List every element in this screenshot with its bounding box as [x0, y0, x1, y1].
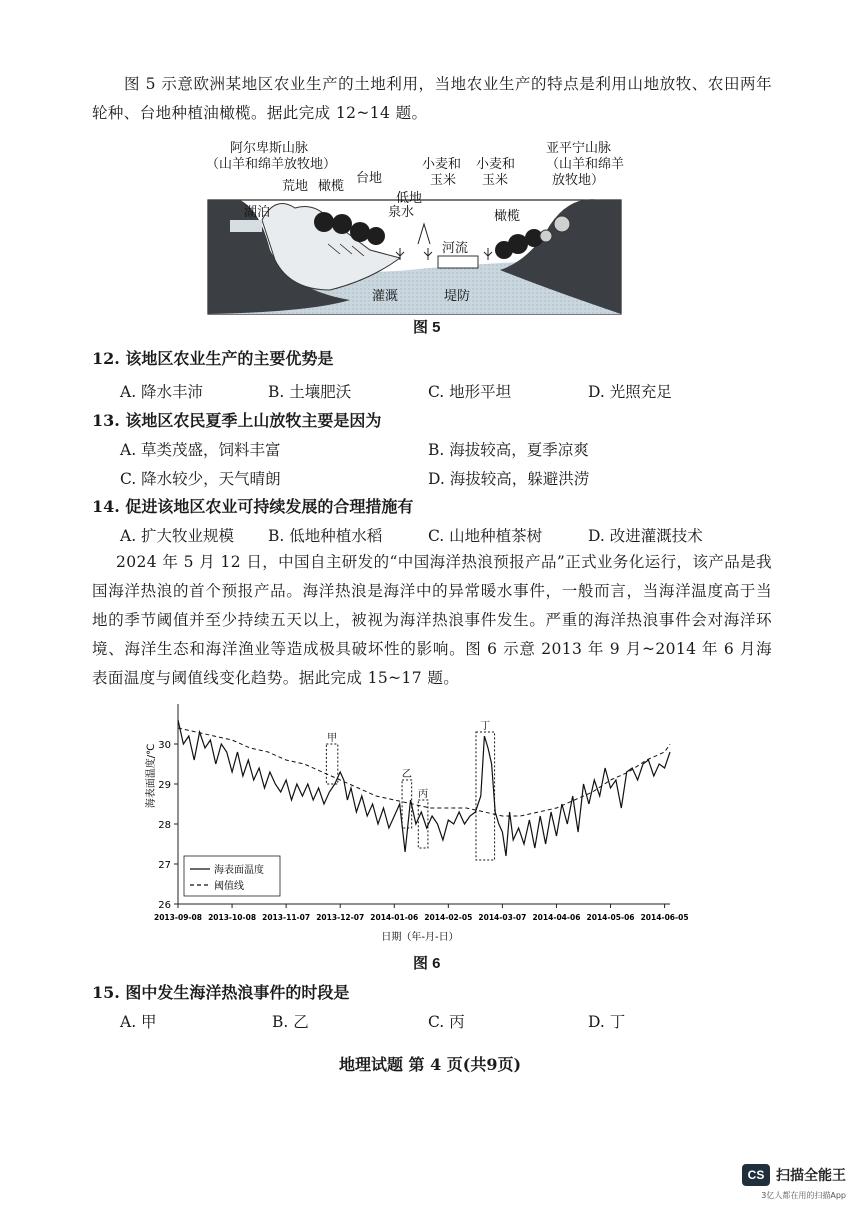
y-axis-label: 海表面温度/℃ [146, 743, 157, 809]
camscanner-logo-icon: CS [742, 1164, 770, 1186]
label-lake: 湖泊 [244, 205, 271, 220]
label-wheat-left-2: 玉米 [430, 173, 457, 188]
figure-6-chart [140, 696, 700, 946]
question-15-options [120, 1010, 760, 1032]
lake-shape [230, 220, 262, 232]
q12-option-d: D. 光照充足 [588, 383, 672, 401]
label-apennine-use-1: （山羊和绵羊 [546, 157, 625, 172]
y-tick-label: 29 [158, 780, 171, 791]
question-14-stem: 14. 促进该地区农业可持续发展的合理措施有 [92, 497, 414, 516]
watermark-app-name: 扫描全能王 [776, 1168, 846, 1184]
intro-paragraph-fig5: 图 5 示意欧洲某地区农业生产的土地利用，当地农业生产的特点是利用山地放牧、农田两年轮种、台地种植油橄榄。据此完成 12~14 题。 [92, 75, 772, 122]
chart-plot-area [154, 704, 689, 922]
x-tick-label: 2013-10-08 [208, 913, 257, 922]
q12-option-b: B. 土壤肥沃 [268, 383, 352, 401]
q13-option-b: B. 海拔较高，夏季凉爽 [428, 441, 589, 459]
question-12-options [120, 380, 760, 402]
x-tick-label: 2014-05-06 [586, 913, 635, 922]
question-13-options-row1 [120, 438, 760, 460]
label-olive-left: 橄榄 [318, 179, 345, 194]
label-levee: 堤防 [444, 289, 471, 304]
y-tick-label: 30 [158, 740, 171, 751]
q15-option-d: D. 丁 [588, 1013, 626, 1031]
river-shape [438, 256, 478, 268]
x-tick-label: 2013-12-07 [316, 913, 365, 922]
sea-surface-temp-series [178, 720, 670, 856]
label-alps-use: （山羊和绵羊放牧地） [206, 157, 337, 172]
heatwave-period-label: 乙 [401, 769, 412, 780]
heatwave-period-label: 丁 [480, 721, 491, 732]
q13-option-d: D. 海拔较高，躲避洪涝 [428, 470, 590, 488]
label-wheat-left-1: 小麦和 [422, 157, 462, 172]
label-wheat-right-2: 玉米 [482, 173, 509, 188]
question-15-stem: 15. 图中发生海洋热浪事件的时段是 [92, 983, 350, 1002]
scanner-watermark [742, 1164, 846, 1201]
x-axis-label: 日期（年-月-日） [381, 932, 459, 943]
label-apennine-use-2: 放牧地） [552, 173, 605, 188]
legend-entry: 阈值线 [214, 881, 244, 892]
q15-option-c: C. 丙 [428, 1013, 465, 1031]
q14-option-b: B. 低地种植水稻 [268, 527, 383, 545]
label-irrigation: 灌溉 [372, 289, 399, 304]
question-13-options-row2 [120, 467, 760, 489]
q12-option-a: A. 降水丰沛 [120, 383, 204, 401]
label-wheat-right-1: 小麦和 [476, 157, 516, 172]
heatwave-period-label: 甲 [327, 733, 338, 744]
label-apennine: 亚平宁山脉 [546, 141, 612, 156]
figure-5-caption: 图 5 [413, 319, 441, 336]
intro-paragraph-fig6: 2024 年 5 月 12 日，中国自主研发的“中国海洋热浪预报产品”正式业务化运行，该产品是我国海洋热浪的首个预报产品。海洋热浪是海洋中的异常暖水事件，一般而言，当海洋温度高于当地的季节阈值并至少持续五天以上，被视为海洋热浪事件发生。严重的海洋热浪事件会对海洋环境、海洋生态和海洋渔业等造成极具破坏性的影响。图 6 示意 2013 年 9 月~2014 年 6 月海表面温度与阈值线变化趋势。据此完成 15~17 题。 [92, 553, 772, 687]
label-spring: 泉水 [388, 205, 415, 220]
figure-5-diagram [200, 140, 630, 320]
legend-entry: 海表面温度 [214, 865, 264, 876]
page-footer: 地理试题 第 4 页(共9页) [338, 1055, 522, 1074]
q12-option-c: C. 地形平坦 [428, 383, 512, 401]
x-tick-label: 2014-06-05 [640, 913, 689, 922]
q14-option-d: D. 改进灌溉技术 [588, 527, 703, 545]
q13-option-c: C. 降水较少，天气晴朗 [120, 470, 281, 488]
y-tick-label: 27 [158, 860, 171, 871]
q15-option-a: A. 甲 [120, 1013, 157, 1031]
q13-option-a: A. 草类茂盛，饲料丰富 [120, 441, 281, 459]
label-terrace: 台地 [356, 171, 383, 186]
x-tick-label: 2014-03-07 [478, 913, 527, 922]
x-tick-label: 2014-01-06 [370, 913, 419, 922]
label-river: 河流 [442, 241, 469, 256]
question-13-stem: 13. 该地区农民夏季上山放牧主要是因为 [92, 411, 382, 430]
x-tick-label: 2013-09-08 [154, 913, 202, 922]
label-wasteland: 荒地 [282, 179, 309, 194]
label-olive-right: 橄榄 [494, 209, 521, 224]
q14-option-c: C. 山地种植茶树 [428, 527, 543, 545]
label-lowland: 低地 [396, 191, 423, 206]
question-14-options [120, 524, 760, 546]
y-tick-label: 28 [158, 820, 171, 831]
heatwave-period-box [476, 732, 495, 860]
x-tick-label: 2013-11-07 [262, 913, 311, 922]
y-tick-label: 26 [158, 900, 171, 911]
figure-6-caption: 图 6 [413, 955, 441, 972]
q14-option-a: A. 扩大牧业规模 [120, 527, 235, 545]
question-12-stem: 12. 该地区农业生产的主要优势是 [92, 349, 334, 368]
heatwave-period-label: 丙 [418, 789, 429, 800]
label-alps: 阿尔卑斯山脉 [230, 141, 309, 156]
x-tick-label: 2014-02-05 [424, 913, 473, 922]
watermark-tagline: 3亿人都在用的扫描App [761, 1191, 846, 1200]
x-tick-label: 2014-04-06 [532, 913, 581, 922]
q15-option-b: B. 乙 [272, 1013, 309, 1031]
heatwave-period-box [326, 744, 337, 784]
